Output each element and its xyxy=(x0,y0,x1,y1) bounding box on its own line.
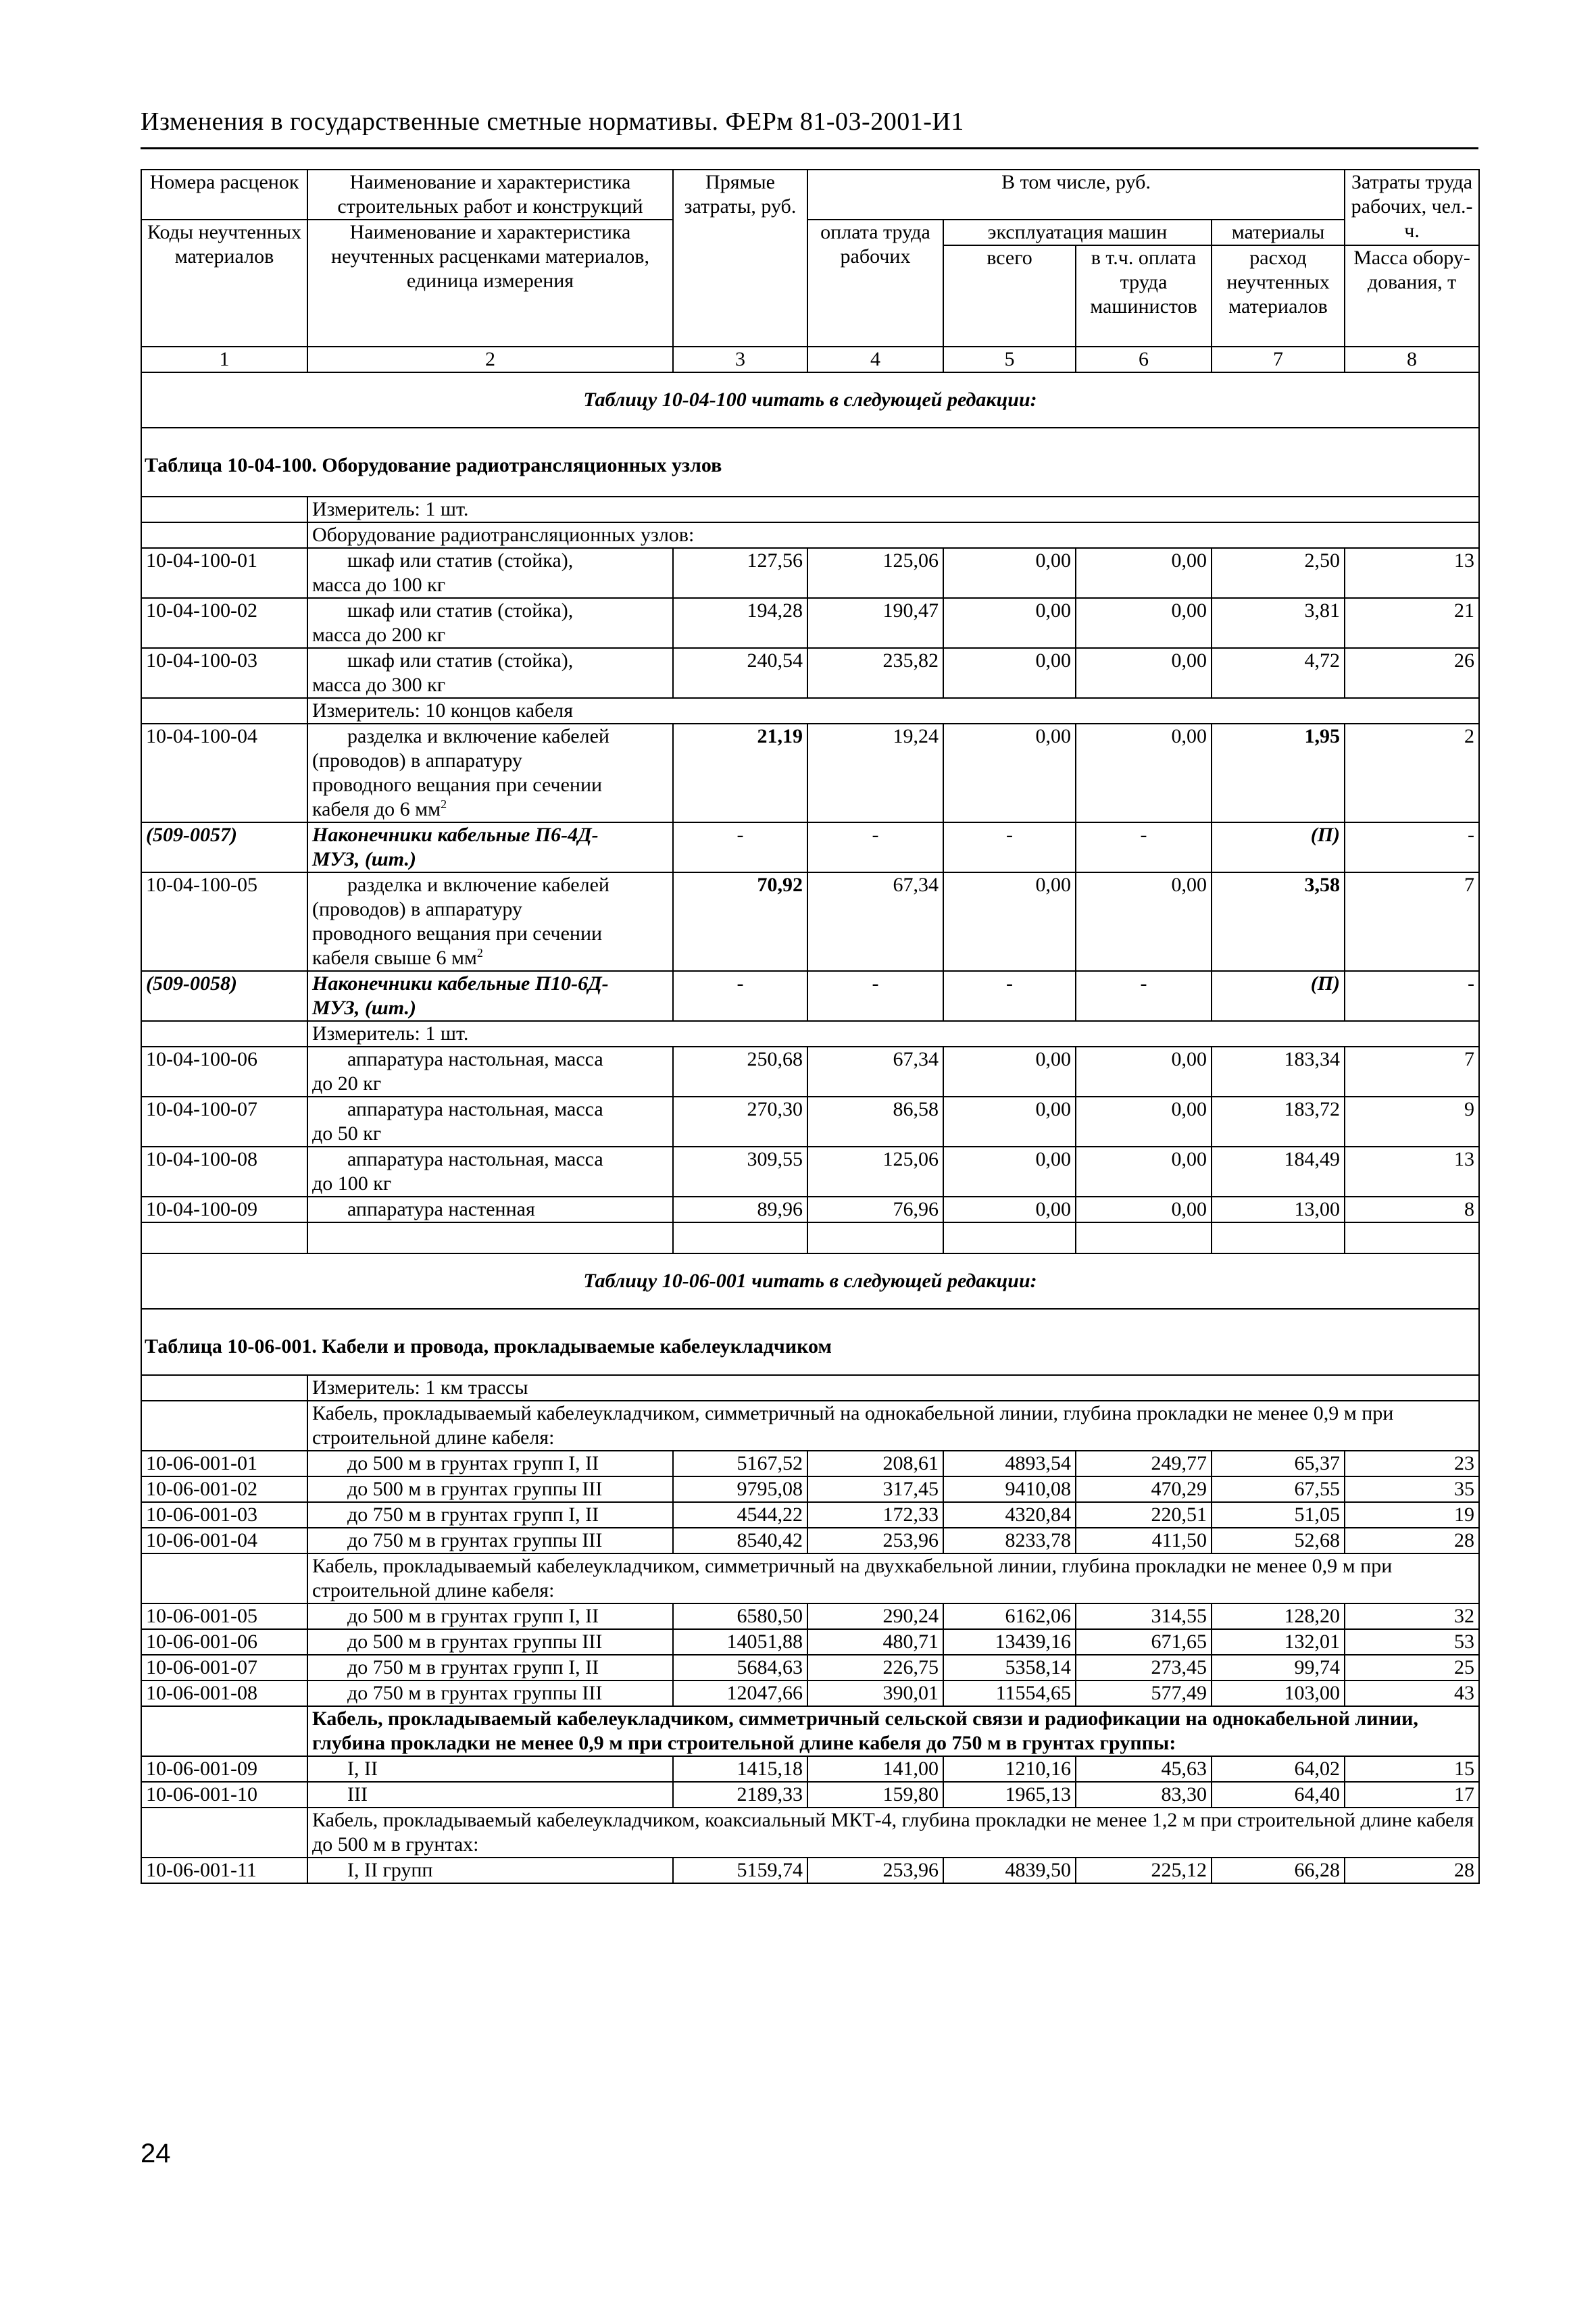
value-hours: 8 xyxy=(1345,1197,1479,1222)
value-machines: 4320,84 xyxy=(943,1502,1076,1528)
value-hours: 21 xyxy=(1345,598,1479,648)
rate-name: до 500 м в грунтах групп I, II xyxy=(307,1603,673,1629)
rate-name xyxy=(307,724,673,822)
value-labor: 226,75 xyxy=(807,1655,943,1681)
col-num: 3 xyxy=(673,347,807,372)
rate-name: до 500 м в грунтах группы III xyxy=(307,1629,673,1655)
measure-row xyxy=(141,497,1479,522)
material-row xyxy=(141,971,1479,1021)
rate-code: 10-06-001-09 xyxy=(141,1756,307,1782)
rate-name-line: до 20 кг xyxy=(312,1072,382,1095)
value-hours: 28 xyxy=(1345,1528,1479,1553)
value-labor: 76,96 xyxy=(807,1197,943,1222)
value-labor: 253,96 xyxy=(807,1528,943,1553)
group-text: Кабель, прокладываемый кабелеукладчиком, симметричный на однокабельной линии, глубина прокладки не менее 0,9 м при строительной длине кабеля: xyxy=(307,1401,1479,1451)
value-materials: 13,00 xyxy=(1212,1197,1345,1222)
value-direct: 21,19 xyxy=(673,724,807,822)
value-direct: 8540,42 xyxy=(673,1528,807,1553)
col-7-title: расход неучтенных материалов xyxy=(1212,245,1345,347)
value-machines: 4893,54 xyxy=(943,1451,1076,1476)
value-operators: 0,00 xyxy=(1076,724,1212,822)
value-operators: 225,12 xyxy=(1076,1858,1212,1883)
value-materials: 4,72 xyxy=(1212,648,1345,698)
rate-name: I, II xyxy=(307,1756,673,1782)
value-materials: 64,02 xyxy=(1212,1756,1345,1782)
redaction-text: Таблицу 10-04-100 читать в следующей редакции: xyxy=(141,372,1479,428)
rate-code: 10-06-001-02 xyxy=(141,1476,307,1502)
value-direct: 12047,66 xyxy=(673,1681,807,1706)
value-direct: 14051,88 xyxy=(673,1629,807,1655)
value-operators: 671,65 xyxy=(1076,1629,1212,1655)
value-labor: 86,58 xyxy=(807,1097,943,1147)
value-materials: 3,81 xyxy=(1212,598,1345,648)
rate-name xyxy=(307,1097,673,1147)
rate-name-text: кабеля свыше 6 мм xyxy=(312,947,477,969)
rate-name xyxy=(307,1197,673,1222)
value-labor: 317,45 xyxy=(807,1476,943,1502)
rate-name: до 750 м в грунтах групп I, II xyxy=(307,1655,673,1681)
value-labor: 125,06 xyxy=(807,1147,943,1197)
col-num: 7 xyxy=(1212,347,1345,372)
material-name-line: МУЗ, (шт.) xyxy=(312,997,416,1019)
measure-row xyxy=(141,698,1479,724)
value-materials: 65,37 xyxy=(1212,1451,1345,1476)
value-materials: (П) xyxy=(1212,971,1345,1021)
value-operators: 314,55 xyxy=(1076,1603,1212,1629)
rate-code: 10-04-100-03 xyxy=(141,648,307,698)
rate-name-line: (проводов) в аппаратуру xyxy=(312,749,522,772)
rate-name-line: шкаф или статив (стойка), xyxy=(347,549,574,572)
value-hours: 7 xyxy=(1345,1047,1479,1097)
col-3-title: Прямые затраты, руб. xyxy=(673,170,807,347)
value-direct: 9795,08 xyxy=(673,1476,807,1502)
value-materials: 184,49 xyxy=(1212,1147,1345,1197)
value-hours: 23 xyxy=(1345,1451,1479,1476)
redaction-row xyxy=(141,1253,1479,1309)
page-header: Изменения в государственные сметные нормативы. ФЕРм 81-03-2001-И1 xyxy=(141,107,964,136)
value-hours: 17 xyxy=(1345,1782,1479,1808)
rate-name xyxy=(307,872,673,971)
value-operators: 249,77 xyxy=(1076,1451,1212,1476)
rate-name-line: проводного вещания при сечении xyxy=(312,774,603,796)
col-2-title: Наименование и характеристика строительных работ и конструкций xyxy=(307,170,673,220)
table-row xyxy=(141,1756,1479,1782)
table-row xyxy=(141,548,1479,598)
value-materials: 51,05 xyxy=(1212,1502,1345,1528)
rate-code: 10-06-001-07 xyxy=(141,1655,307,1681)
value-machines: 6162,06 xyxy=(943,1603,1076,1629)
value-direct: 70,92 xyxy=(673,872,807,971)
measure-text: Измеритель: 1 шт. xyxy=(307,497,1479,522)
material-name-line: Наконечники кабельные П6-4Д- xyxy=(312,824,599,846)
value-hours: 35 xyxy=(1345,1476,1479,1502)
value-labor: 67,34 xyxy=(807,872,943,971)
group-text: Кабель, прокладываемый кабелеукладчиком, симметричный на двухкабельной линии, глубина прокладки не менее 0,9 м при строительной длине кабеля: xyxy=(307,1553,1479,1603)
table-row xyxy=(141,724,1479,822)
value-materials: 64,40 xyxy=(1212,1782,1345,1808)
header-rule xyxy=(141,147,1478,149)
value-labor: - xyxy=(807,822,943,872)
value-labor: 141,00 xyxy=(807,1756,943,1782)
value-hours: 9 xyxy=(1345,1097,1479,1147)
table-row xyxy=(141,1451,1479,1476)
rate-code: 10-04-100-07 xyxy=(141,1097,307,1147)
rate-name-line xyxy=(312,797,668,822)
value-labor: 390,01 xyxy=(807,1681,943,1706)
value-direct: 4544,22 xyxy=(673,1502,807,1528)
rate-name-line: проводного вещания при сечении xyxy=(312,922,603,945)
rate-name xyxy=(307,648,673,698)
rate-name-line: масса до 300 кг xyxy=(312,674,446,696)
value-machines: 0,00 xyxy=(943,598,1076,648)
rate-name-line: (проводов) в аппаратуру xyxy=(312,898,522,920)
col-1-subtitle: Коды неучтенных материалов xyxy=(141,220,307,347)
value-direct: 89,96 xyxy=(673,1197,807,1222)
rate-name-line: аппаратура настольная, масса xyxy=(347,1148,603,1170)
value-machines: 4839,50 xyxy=(943,1858,1076,1883)
value-machines: 0,00 xyxy=(943,872,1076,971)
value-hours: 53 xyxy=(1345,1629,1479,1655)
rate-name-line: разделка и включение кабелей xyxy=(347,874,609,896)
rate-code: 10-04-100-06 xyxy=(141,1047,307,1097)
table-row xyxy=(141,1047,1479,1097)
value-labor: 190,47 xyxy=(807,598,943,648)
rate-code: 10-04-100-05 xyxy=(141,872,307,971)
value-direct: 194,28 xyxy=(673,598,807,648)
col-num: 5 xyxy=(943,347,1076,372)
value-materials: 1,95 xyxy=(1212,724,1345,822)
col-8-subtitle: Масса обору- дования, т xyxy=(1345,245,1479,347)
value-operators: 0,00 xyxy=(1076,872,1212,971)
value-materials: 183,72 xyxy=(1212,1097,1345,1147)
rate-name-text: кабеля до 6 мм xyxy=(312,798,441,820)
value-hours: 13 xyxy=(1345,1147,1479,1197)
value-labor: 67,34 xyxy=(807,1047,943,1097)
table-row xyxy=(141,1782,1479,1808)
superscript: 2 xyxy=(441,797,447,811)
value-labor: 159,80 xyxy=(807,1782,943,1808)
value-machines: 5358,14 xyxy=(943,1655,1076,1681)
rate-code: 10-04-100-09 xyxy=(141,1197,307,1222)
value-machines: 0,00 xyxy=(943,1197,1076,1222)
rate-name: до 500 м в грунтах групп I, II xyxy=(307,1451,673,1476)
table-row xyxy=(141,1197,1479,1222)
value-labor: 253,96 xyxy=(807,1858,943,1883)
material-code: (509-0058) xyxy=(141,971,307,1021)
material-name-line: Наконечники кабельные П10-6Д- xyxy=(312,972,609,995)
value-hours: 43 xyxy=(1345,1681,1479,1706)
table-row xyxy=(141,1502,1479,1528)
table-title-row xyxy=(141,1309,1479,1375)
value-machines: 8233,78 xyxy=(943,1528,1076,1553)
rate-name-line: шкаф или статив (стойка), xyxy=(347,599,574,622)
value-direct: 127,56 xyxy=(673,548,807,598)
col-6-title: в т.ч. оплата труда машинистов xyxy=(1076,245,1212,347)
page-number: 24 xyxy=(141,2139,171,2168)
value-hours: 7 xyxy=(1345,872,1479,971)
table-title-row xyxy=(141,428,1479,497)
table-row xyxy=(141,872,1479,971)
value-labor: 208,61 xyxy=(807,1451,943,1476)
value-labor: 290,24 xyxy=(807,1603,943,1629)
value-direct: 270,30 xyxy=(673,1097,807,1147)
value-operators: 0,00 xyxy=(1076,1047,1212,1097)
rate-code: 10-06-001-08 xyxy=(141,1681,307,1706)
value-operators: 0,00 xyxy=(1076,1197,1212,1222)
header-row-2 xyxy=(141,220,1479,245)
group-row xyxy=(141,1553,1479,1603)
measure-text: Измеритель: 1 км трассы xyxy=(307,1375,1479,1401)
vtom-title: В том числе, руб. xyxy=(807,170,1345,220)
redaction-row xyxy=(141,372,1479,428)
value-machines: - xyxy=(943,971,1076,1021)
table-row xyxy=(141,648,1479,698)
value-hours: 13 xyxy=(1345,548,1479,598)
col-num: 1 xyxy=(141,347,307,372)
rate-name-line: аппаратура настольная, масса xyxy=(347,1098,603,1120)
spacer-row xyxy=(141,1222,1479,1253)
group-row xyxy=(141,1706,1479,1756)
value-machines: - xyxy=(943,822,1076,872)
value-materials: 128,20 xyxy=(1212,1603,1345,1629)
table-title: Таблица 10-06-001. Кабели и провода, прокладываемые кабелеукладчиком xyxy=(141,1309,1479,1375)
value-materials: 132,01 xyxy=(1212,1629,1345,1655)
value-operators: 0,00 xyxy=(1076,648,1212,698)
table-row xyxy=(141,1147,1479,1197)
rate-name: до 750 м в грунтах группы III xyxy=(307,1681,673,1706)
estimate-table xyxy=(141,169,1480,1884)
value-operators: 45,63 xyxy=(1076,1756,1212,1782)
value-direct: 309,55 xyxy=(673,1147,807,1197)
value-operators: 83,30 xyxy=(1076,1782,1212,1808)
value-labor: 19,24 xyxy=(807,724,943,822)
value-operators: 577,49 xyxy=(1076,1681,1212,1706)
value-direct: 5684,63 xyxy=(673,1655,807,1681)
rate-code: 10-04-100-04 xyxy=(141,724,307,822)
value-hours: - xyxy=(1345,822,1479,872)
rate-name-line: аппаратура настенная xyxy=(347,1198,535,1220)
value-machines: 0,00 xyxy=(943,724,1076,822)
machines-title: эксплуатация машин xyxy=(943,220,1212,245)
value-machines: 13439,16 xyxy=(943,1629,1076,1655)
rate-code: 10-06-001-03 xyxy=(141,1502,307,1528)
value-materials: 183,34 xyxy=(1212,1047,1345,1097)
value-materials: 2,50 xyxy=(1212,548,1345,598)
table-row xyxy=(141,1097,1479,1147)
table-row xyxy=(141,1603,1479,1629)
table-row xyxy=(141,1476,1479,1502)
rate-code: 10-04-100-01 xyxy=(141,548,307,598)
material-code: (509-0057) xyxy=(141,822,307,872)
value-labor: 172,33 xyxy=(807,1502,943,1528)
rate-code: 10-06-001-01 xyxy=(141,1451,307,1476)
rate-code: 10-06-001-10 xyxy=(141,1782,307,1808)
measure-text: Измеритель: 1 шт. xyxy=(307,1021,1479,1047)
material-name xyxy=(307,822,673,872)
material-row xyxy=(141,822,1479,872)
value-materials: 66,28 xyxy=(1212,1858,1345,1883)
rate-name-line: разделка и включение кабелей xyxy=(347,725,609,747)
value-machines: 0,00 xyxy=(943,648,1076,698)
redaction-text: Таблицу 10-06-001 читать в следующей редакции: xyxy=(141,1253,1479,1309)
value-operators: 0,00 xyxy=(1076,548,1212,598)
value-direct: 5167,52 xyxy=(673,1451,807,1476)
table-row xyxy=(141,1655,1479,1681)
value-direct: 240,54 xyxy=(673,648,807,698)
value-machines: 0,00 xyxy=(943,1047,1076,1097)
col-num: 8 xyxy=(1345,347,1479,372)
rate-name-line: шкаф или статив (стойка), xyxy=(347,649,574,672)
value-operators: 411,50 xyxy=(1076,1528,1212,1553)
col-1-title: Номера расценок xyxy=(141,170,307,220)
superscript: 2 xyxy=(476,946,483,960)
group-row xyxy=(141,522,1479,548)
table-row xyxy=(141,598,1479,648)
value-labor: 480,71 xyxy=(807,1629,943,1655)
column-number-row xyxy=(141,347,1479,372)
rate-name-line xyxy=(312,946,668,970)
rate-name-line: до 100 кг xyxy=(312,1172,392,1195)
value-hours: 25 xyxy=(1345,1655,1479,1681)
group-text: Кабель, прокладываемый кабелеукладчиком, коаксиальный МКТ-4, глубина прокладки не менее 1,2 м при строительной длине кабеля до 500 м в грунтах: xyxy=(307,1808,1479,1858)
table-title: Таблица 10-04-100. Оборудование радиотрансляционных узлов xyxy=(141,428,1479,497)
value-labor: 235,82 xyxy=(807,648,943,698)
material-name xyxy=(307,971,673,1021)
material-name-line: МУЗ, (шт.) xyxy=(312,848,416,870)
col-num: 6 xyxy=(1076,347,1212,372)
rate-code: 10-04-100-02 xyxy=(141,598,307,648)
rate-name: до 750 м в грунтах группы III xyxy=(307,1528,673,1553)
rate-name: до 500 м в грунтах группы III xyxy=(307,1476,673,1502)
value-machines: 0,00 xyxy=(943,1097,1076,1147)
value-direct: 1415,18 xyxy=(673,1756,807,1782)
rate-code: 10-06-001-11 xyxy=(141,1858,307,1883)
group-text: Оборудование радиотрансляционных узлов: xyxy=(307,522,1479,548)
materials-title: материалы xyxy=(1212,220,1345,245)
measure-row xyxy=(141,1375,1479,1401)
value-hours: 32 xyxy=(1345,1603,1479,1629)
value-operators: 220,51 xyxy=(1076,1502,1212,1528)
value-hours: 28 xyxy=(1345,1858,1479,1883)
value-operators: 0,00 xyxy=(1076,1147,1212,1197)
value-direct: 2189,33 xyxy=(673,1782,807,1808)
table-row xyxy=(141,1681,1479,1706)
value-machines: 1965,13 xyxy=(943,1782,1076,1808)
col-8-title: Затраты труда рабочих, чел.-ч. xyxy=(1345,170,1479,245)
value-materials: 52,68 xyxy=(1212,1528,1345,1553)
rate-name xyxy=(307,548,673,598)
header-row-1 xyxy=(141,170,1479,220)
value-materials: 67,55 xyxy=(1212,1476,1345,1502)
col-5-title: всего xyxy=(943,245,1076,347)
value-direct: 6580,50 xyxy=(673,1603,807,1629)
group-row xyxy=(141,1401,1479,1451)
rate-name-line: аппаратура настольная, масса xyxy=(347,1048,603,1070)
value-materials: 99,74 xyxy=(1212,1655,1345,1681)
value-machines: 11554,65 xyxy=(943,1681,1076,1706)
value-operators: - xyxy=(1076,822,1212,872)
rate-name-line: масса до 200 кг xyxy=(312,624,446,646)
value-hours: - xyxy=(1345,971,1479,1021)
value-direct: 250,68 xyxy=(673,1047,807,1097)
value-machines: 0,00 xyxy=(943,1147,1076,1197)
value-operators: 273,45 xyxy=(1076,1655,1212,1681)
rate-name: III xyxy=(307,1782,673,1808)
table-row xyxy=(141,1858,1479,1883)
value-direct: - xyxy=(673,971,807,1021)
rate-name xyxy=(307,598,673,648)
measure-text: Измеритель: 10 концов кабеля xyxy=(307,698,1479,724)
value-hours: 2 xyxy=(1345,724,1479,822)
rate-code: 10-04-100-08 xyxy=(141,1147,307,1197)
table-row xyxy=(141,1528,1479,1553)
rate-name xyxy=(307,1147,673,1197)
value-machines: 1210,16 xyxy=(943,1756,1076,1782)
rate-name-line: масса до 100 кг xyxy=(312,574,446,596)
col-2-subtitle: Наименование и характеристика неучтенных расценками материалов, единица измерения xyxy=(307,220,673,347)
group-row xyxy=(141,1808,1479,1858)
value-machines: 0,00 xyxy=(943,548,1076,598)
value-operators: - xyxy=(1076,971,1212,1021)
value-operators: 0,00 xyxy=(1076,598,1212,648)
value-labor: 125,06 xyxy=(807,548,943,598)
col-num: 4 xyxy=(807,347,943,372)
value-materials: 103,00 xyxy=(1212,1681,1345,1706)
rate-name: I, II групп xyxy=(307,1858,673,1883)
rate-name-line: до 50 кг xyxy=(312,1122,382,1145)
value-operators: 0,00 xyxy=(1076,1097,1212,1147)
value-materials: 3,58 xyxy=(1212,872,1345,971)
value-hours: 19 xyxy=(1345,1502,1479,1528)
rate-code: 10-06-001-05 xyxy=(141,1603,307,1629)
value-hours: 26 xyxy=(1345,648,1479,698)
table-row xyxy=(141,1629,1479,1655)
rate-name xyxy=(307,1047,673,1097)
rate-name: до 750 м в грунтах групп I, II xyxy=(307,1502,673,1528)
value-labor: - xyxy=(807,971,943,1021)
rate-code: 10-06-001-04 xyxy=(141,1528,307,1553)
measure-row xyxy=(141,1021,1479,1047)
value-materials: (П) xyxy=(1212,822,1345,872)
col-4-title: оплата труда рабочих xyxy=(807,220,943,347)
value-machines: 9410,08 xyxy=(943,1476,1076,1502)
value-hours: 15 xyxy=(1345,1756,1479,1782)
group-text: Кабель, прокладываемый кабелеукладчиком, симметричный сельской связи и радиофикации на однокабельной линии, глубина прокладки не менее 0,9 м при строительной длине кабеля до 750 м в грунтах группы: xyxy=(307,1706,1479,1756)
rate-code: 10-06-001-06 xyxy=(141,1629,307,1655)
value-direct: 5159,74 xyxy=(673,1858,807,1883)
col-num: 2 xyxy=(307,347,673,372)
value-direct: - xyxy=(673,822,807,872)
value-operators: 470,29 xyxy=(1076,1476,1212,1502)
